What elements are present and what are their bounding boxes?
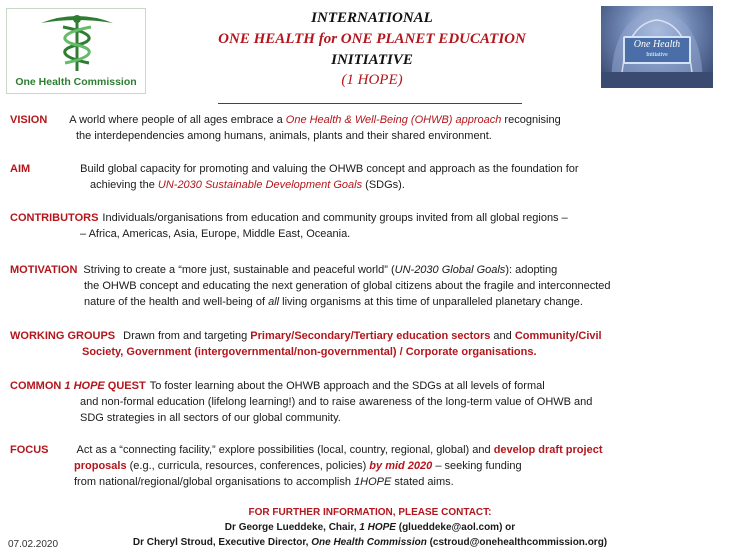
motivation-label: MOTIVATION [10, 264, 78, 276]
aim-section [10, 161, 579, 193]
title-line2: ONE HEALTH for ONE PLANET EDUCATION [218, 31, 526, 47]
contact-chair-c: (glueddeke@aol.com) or [395, 522, 516, 533]
contact-chair-b: 1 HOPE [359, 522, 396, 533]
emblem-line2: Initiative [646, 52, 668, 58]
contact-director-c: (cstroud@onehealthcommission.org) [426, 537, 608, 548]
vision-section [10, 112, 561, 144]
title-line4: (1 HOPE) [341, 72, 403, 88]
caduceus-icon [33, 11, 121, 73]
working-groups-line2: Society, Government (intergovernmental/non-governmental) / Corporate organisations. [82, 346, 537, 358]
focus-text-i: stated aims. [391, 476, 454, 488]
vision-text-b: One Health & Well-Being (OHWB) approach [285, 114, 502, 126]
contact-heading: FOR FURTHER INFORMATION, PLEASE CONTACT: [248, 507, 492, 518]
focus-text-a: Act as a “connecting facility,” explore possibilities (local, country, regional, global) and [76, 444, 494, 456]
vision-line2: the interdependencies among humans, animals, plants and their shared environment. [76, 130, 492, 142]
aim-label: AIM [10, 163, 31, 175]
aim-text-a: achieving the [90, 179, 158, 191]
quest-line3: SDG strategies in all sectors of our global community. [80, 412, 341, 424]
quest-label-b: 1 HOPE [64, 380, 105, 392]
contributors-line2: – Africa, Americas, Asia, Europe, Middle East, Oceania. [80, 228, 351, 240]
motivation-text-b: UN-2030 Global Goals [394, 264, 506, 276]
contributors-label: CONTRIBUTORS [10, 212, 99, 224]
motivation-text-d: nature of the health and well-being of [84, 296, 269, 308]
focus-text-d: (e.g., curricula, resources, conferences, policies) [126, 460, 370, 472]
working-groups-label: WORKING GROUPS [10, 330, 116, 342]
motivation-text-a: Striving to create a “more just, sustainable and peaceful world” ( [83, 264, 395, 276]
focus-text-b: develop draft project [493, 444, 603, 456]
contact-director-b: One Health Commission [311, 537, 427, 548]
aim-text-c: (SDGs). [362, 179, 405, 191]
focus-text-f: – seeking funding [432, 460, 522, 472]
motivation-section [10, 262, 611, 310]
one-health-commission-logo [6, 8, 146, 94]
vision-label: VISION [10, 114, 48, 126]
working-groups-text-d: Community/Civil [514, 330, 602, 342]
focus-text-e: by mid 2020 [369, 460, 433, 472]
document-date: 07.02.2020 [8, 539, 59, 550]
motivation-text-c: ): adopting [505, 264, 558, 276]
emblem-line1: One Health [633, 39, 681, 50]
quest-line2: and non-formal education (lifelong learning!) and to raise awareness of the long-term value of OHWB and [80, 396, 593, 408]
title-line3: INITIATIVE [331, 52, 413, 68]
vision-text-c: recognising [501, 114, 561, 126]
working-groups-text-b: Primary/Secondary/Tertiary education sectors [250, 330, 491, 342]
title-line1: INTERNATIONAL [311, 10, 433, 26]
motivation-text-e: all [268, 296, 280, 308]
logo-text: One Health Commission [15, 76, 137, 88]
contact-director-a: Dr Cheryl Stroud, Executive Director, [132, 537, 312, 548]
contact-block [90, 505, 650, 550]
motivation-text-f: living organisms at this time of unparalleled planetary change. [279, 296, 583, 308]
contributors-section [10, 210, 568, 242]
initiative-emblem [623, 36, 691, 64]
focus-section [10, 442, 602, 490]
working-groups-section [10, 328, 602, 360]
working-groups-text-a: Drawn from and targeting [123, 330, 251, 342]
focus-text-g: from national/regional/global organisations to accomplish [74, 476, 355, 488]
quest-section [10, 378, 592, 426]
focus-text-h: 1HOPE [354, 476, 392, 488]
quest-label-a: COMMON [10, 380, 65, 392]
focus-label: FOCUS [10, 444, 49, 456]
focus-text-c: proposals [74, 460, 127, 472]
contact-chair-a: Dr George Lueddeke, Chair, [224, 522, 360, 533]
one-health-initiative-logo [601, 6, 713, 88]
title-divider [218, 103, 522, 104]
aim-text-b: UN-2030 Sustainable Development Goals [157, 179, 363, 191]
quest-line1: To foster learning about the OHWB approach and the SDGs at all levels of formal [149, 380, 545, 392]
contributors-line1: Individuals/organisations from education and community groups invited from all global regions – [102, 212, 568, 224]
motivation-line2: the OHWB concept and educating the next generation of global citizens about the fragile and interconnected [84, 280, 611, 292]
quest-label-c: QUEST [104, 380, 146, 392]
vision-text-a: A world where people of all ages embrace a [69, 114, 286, 126]
working-groups-text-c: and [490, 330, 515, 342]
aim-line1: Build global capacity for promoting and valuing the OHWB concept and approach as the foundation for [80, 163, 579, 175]
